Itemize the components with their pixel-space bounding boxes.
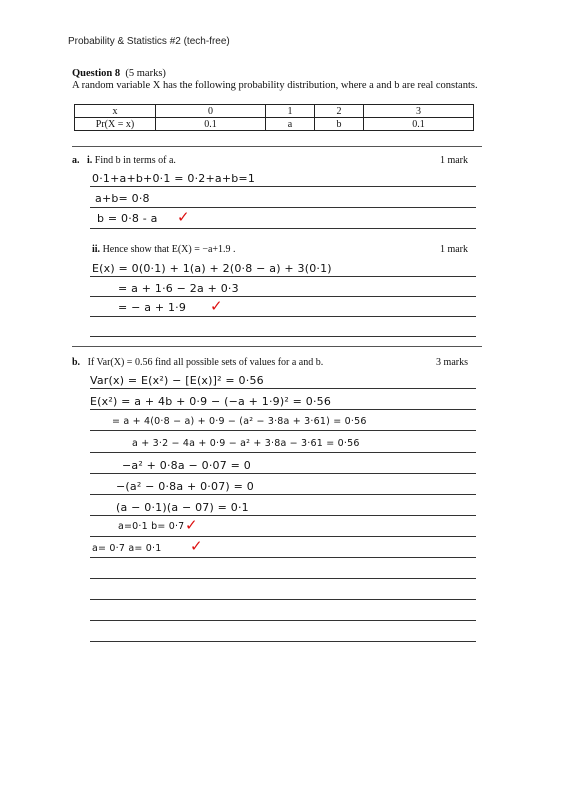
tick-icon: ✓ <box>177 208 190 226</box>
part-a-i-label: i. <box>87 155 93 166</box>
answer-line: (a − 0·1)(a − 07) = 0·1 <box>116 501 249 514</box>
answer-line: E(x²) = a + 4b + 0·9 − (−a + 1·9)² = 0·56 <box>90 395 332 408</box>
table-cell: 1 <box>266 105 315 118</box>
question-title <box>72 68 166 79</box>
writing-line <box>90 296 476 297</box>
part-b-prompt <box>72 357 323 368</box>
table-cell: b <box>314 118 363 131</box>
tick-icon: ✓ <box>210 297 223 315</box>
answer-line: 0·1+a+b+0·1 = 0·2+a+b=1 <box>92 172 256 185</box>
writing-line <box>90 641 476 642</box>
part-a-i-prompt <box>72 155 176 166</box>
answer-line: = a + 4(0·8 − a) + 0·9 − (a² − 3·8a + 3·61) = 0·56 <box>112 416 367 427</box>
part-b-marks: 3 marks <box>436 357 468 368</box>
answer-line: E(x) = 0(0·1) + 1(a) + 2(0·8 − a) + 3(0·1) <box>92 262 332 275</box>
table-cell: 2 <box>314 105 363 118</box>
writing-line <box>90 388 476 389</box>
question-intro: A random variable X has the following probability distribution, where a and b are real constants. <box>72 80 478 91</box>
writing-line <box>90 557 476 558</box>
table-row <box>75 118 474 131</box>
table-cell: x <box>75 105 156 118</box>
table-cell: Pr(X = x) <box>75 118 156 131</box>
question-label: Question 8 <box>72 68 121 79</box>
page-header: Probability & Statistics #2 (tech-free) <box>68 36 230 47</box>
writing-line <box>90 276 476 277</box>
writing-line <box>90 452 476 453</box>
part-b-label: b. <box>72 357 81 368</box>
writing-line <box>90 430 476 431</box>
answer-line: −(a² − 0·8a + 0·07) = 0 <box>116 480 254 493</box>
part-a-ii-text: Hence show that E(X) = −a+1.9 . <box>102 244 236 255</box>
writing-line <box>90 316 476 317</box>
table-cell: a <box>266 118 315 131</box>
table-cell: 0.1 <box>156 118 266 131</box>
table-cell: 3 <box>363 105 473 118</box>
answer-line: b = 0·8 - a <box>97 212 158 225</box>
table-row <box>75 105 474 118</box>
answer-line: −a² + 0·8a − 0·07 = 0 <box>122 459 251 472</box>
divider <box>72 346 482 347</box>
writing-line <box>90 336 476 337</box>
writing-line <box>90 186 476 187</box>
writing-line <box>90 409 476 410</box>
writing-line <box>90 620 476 621</box>
writing-line <box>90 207 476 208</box>
part-b-text: If Var(X) = 0.56 find all possible sets of values for a and b. <box>87 357 324 368</box>
tick-icon: ✓ <box>185 516 198 534</box>
question-marks: (5 marks) <box>125 68 166 79</box>
writing-line <box>90 228 476 229</box>
writing-line <box>90 515 476 516</box>
part-a-i-text: Find b in terms of a. <box>94 155 176 166</box>
writing-line <box>90 536 476 537</box>
divider <box>72 146 482 147</box>
tick-icon: ✓ <box>190 537 203 555</box>
part-a-label: a. <box>72 155 80 166</box>
writing-line <box>90 578 476 579</box>
writing-line <box>90 494 476 495</box>
table-cell: 0 <box>156 105 266 118</box>
part-a-ii-label: ii. <box>92 244 101 255</box>
answer-line: a+b= 0·8 <box>95 192 150 205</box>
answer-line: a=0·1 b= 0·7 <box>118 521 185 532</box>
answer-line: a + 3·2 − 4a + 0·9 − a² + 3·8a − 3·61 = 0·56 <box>132 438 360 449</box>
answer-line: = − a + 1·9 <box>118 301 187 314</box>
answer-line: a= 0·7 a= 0·1 <box>92 543 162 554</box>
answer-line: = a + 1·6 − 2a + 0·3 <box>118 282 239 295</box>
probability-table <box>74 104 474 131</box>
part-a-ii-marks: 1 mark <box>439 244 468 255</box>
table-cell: 0.1 <box>363 118 473 131</box>
part-a-i-marks: 1 mark <box>439 155 468 166</box>
writing-line <box>90 473 476 474</box>
writing-line <box>90 599 476 600</box>
part-a-ii-prompt <box>92 244 236 255</box>
answer-line: Var(x) = E(x²) − [E(x)]² = 0·56 <box>90 374 264 387</box>
